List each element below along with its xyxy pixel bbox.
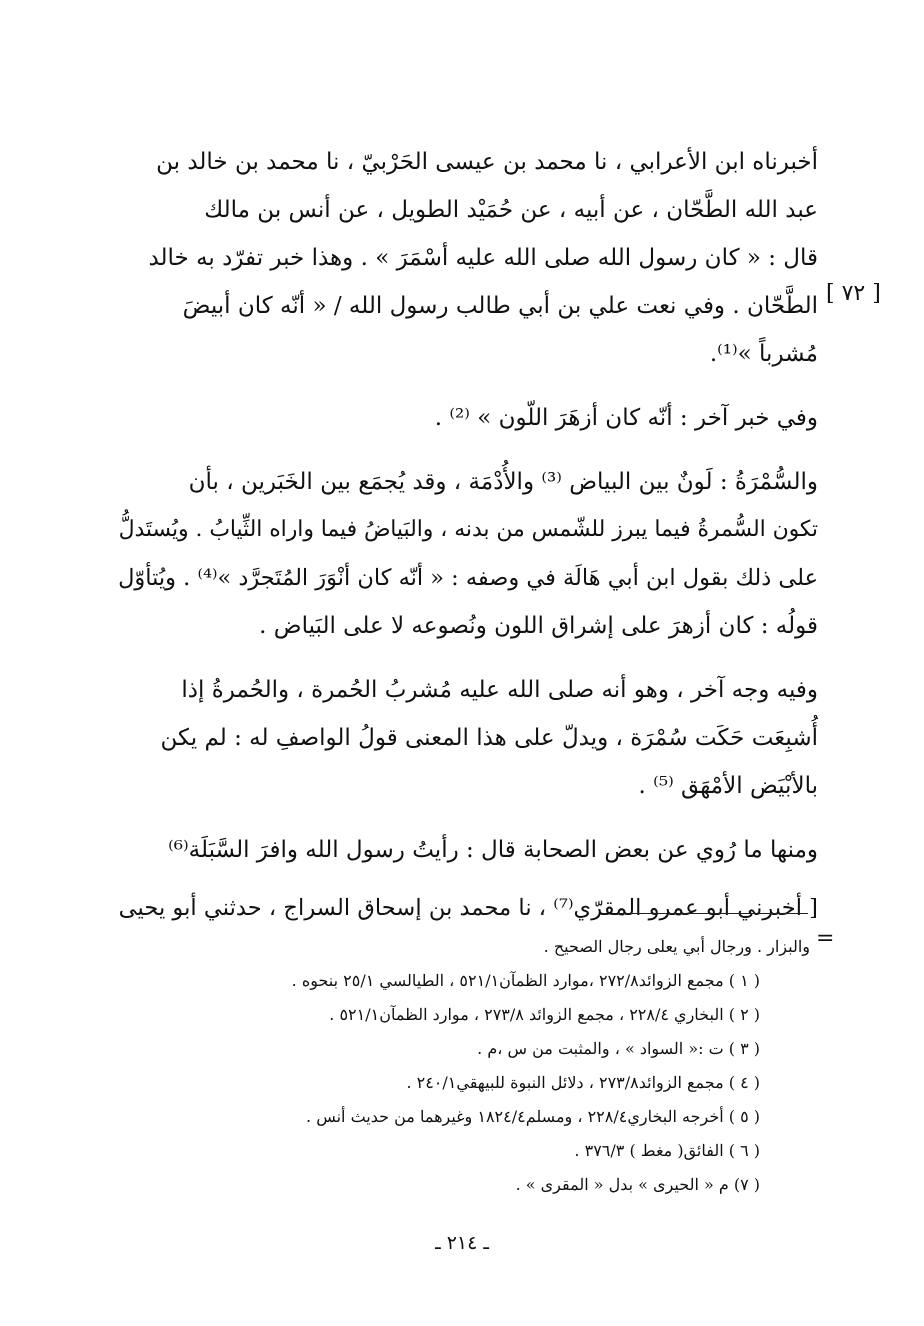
- text-line: والسُّمْرَةُ : لَونٌ بين البياض ⁽³⁾ والأُدْمَة ، وقد يُجمَع بين الخَبَرين ، بأن: [188, 469, 818, 495]
- paragraph-another-aspect: [118, 666, 818, 810]
- paragraph-companion-report: [118, 826, 818, 874]
- footnote-separator-rule: [620, 913, 808, 914]
- footnote-3: ( ٣ ) ت :« السواد » ، والمثبت من س ،م .: [477, 1039, 760, 1058]
- text-line: عبد الله الطَّحّان ، عن أبيه ، عن حُمَيْد الطويل ، عن أنس بن مالك: [204, 197, 818, 223]
- footnote-7: ( ٧) م « الحيرى » بدل « المقرى » .: [515, 1175, 760, 1194]
- main-text: [118, 138, 818, 948]
- text-line: على ذلك بقول ابن أبي هَالَة في وصفه : « أنّه كان أنْوَرَ المُتَجرَّد »⁽⁴⁾ . ويُتأوّل: [118, 565, 818, 591]
- text-line: وفيه وجه آخر ، وهو أنه صلى الله عليه مُشربُ الحُمرة ، والحُمرةُ إذا: [181, 677, 818, 703]
- footnote-continued: والبزار . ورجال أبي يعلى رجال الصحيح .: [543, 937, 810, 956]
- paragraph-hadith-chain: [118, 138, 818, 378]
- footnote-continuation-mark: =: [816, 926, 835, 951]
- footnote-2: ( ٢ ) البخاري ٢٢٨/٤ ، مجمع الزوائد ٢٧٣/٨ ، موارد الظمآن٥٢١/١ .: [329, 1005, 760, 1024]
- text-line: مُشرباً »⁽¹⁾.: [709, 341, 818, 367]
- footnote-5: ( ٥ ) أخرجه البخاري٢٢٨/٤ ، ومسلم١٨٢٤/٤ وغيرهما من حديث أنس .: [306, 1107, 760, 1126]
- text-line: ومنها ما رُوي عن بعض الصحابة قال : رأيتُ رسول الله وافرَ السَّبَلَة⁽⁶⁾: [168, 837, 818, 863]
- text-line: وفي خبر آخر : أنّه كان أزهَرَ اللّون » ⁽²⁾ .: [434, 405, 818, 431]
- text-line: أخبرناه ابن الأعرابي ، نا محمد بن عيسى الحَرْبيّ ، نا محمد بن خالد بن: [156, 149, 818, 175]
- text-line: تكون السُّمرةُ فيما يبرز للشّمس من بدنه ، والبَياضُ فيما واراه الثِّيابُ . ويُستَدلُّ: [118, 517, 818, 542]
- text-line: قال : « كان رسول الله صلى الله عليه أسْمَرَ » . وهذا خبر تفرّد به خالد: [148, 245, 818, 271]
- paragraph-sumra-definition: [118, 458, 818, 650]
- text-line: الطَّحّان . وفي نعت علي بن أبي طالب رسول الله / « أنّه كان أبيضَ: [182, 293, 818, 319]
- paragraph-isnad-start: [118, 884, 818, 932]
- footnote-4: ( ٤ ) مجمع الزوائد٢٧٣/٨ ، دلائل النبوة للبيهقي٢٤٠/١ .: [406, 1073, 760, 1092]
- manuscript-folio-reference: [ ٧٢ ]: [826, 281, 881, 306]
- footnote-1: ( ١ ) مجمع الزوائد٢٧٢/٨ ،موارد الظمآن٥٢١/١ ، الطيالسي ٢٥/١ بنحوه .: [291, 971, 760, 990]
- text-line: قولُه : كان أزهرَ على إشراق اللون ونُصوعه لا على البَياض .: [259, 613, 818, 639]
- text-line: [ أخبرني أبو عمرو المقرّي⁽⁷⁾ ، نا محمد بن إسحاق السراج ، حدثني أبو يحيى: [118, 895, 818, 921]
- text-line: أُشبِعَت حَكَت سُمْرَة ، ويدلّ على هذا المعنى قولُ الواصفِ له : لم يكن: [160, 725, 818, 751]
- text-line: بالأبْيَض الأمْهَق ⁽⁵⁾ .: [638, 773, 818, 799]
- footnotes: [180, 930, 810, 1202]
- page-number: ـ ٢١٤ ـ: [435, 1232, 489, 1254]
- paragraph-another-report: [118, 394, 818, 442]
- footnote-6: ( ٦ ) الفائق( مغط ) ٣٧٦/٣ .: [574, 1141, 760, 1160]
